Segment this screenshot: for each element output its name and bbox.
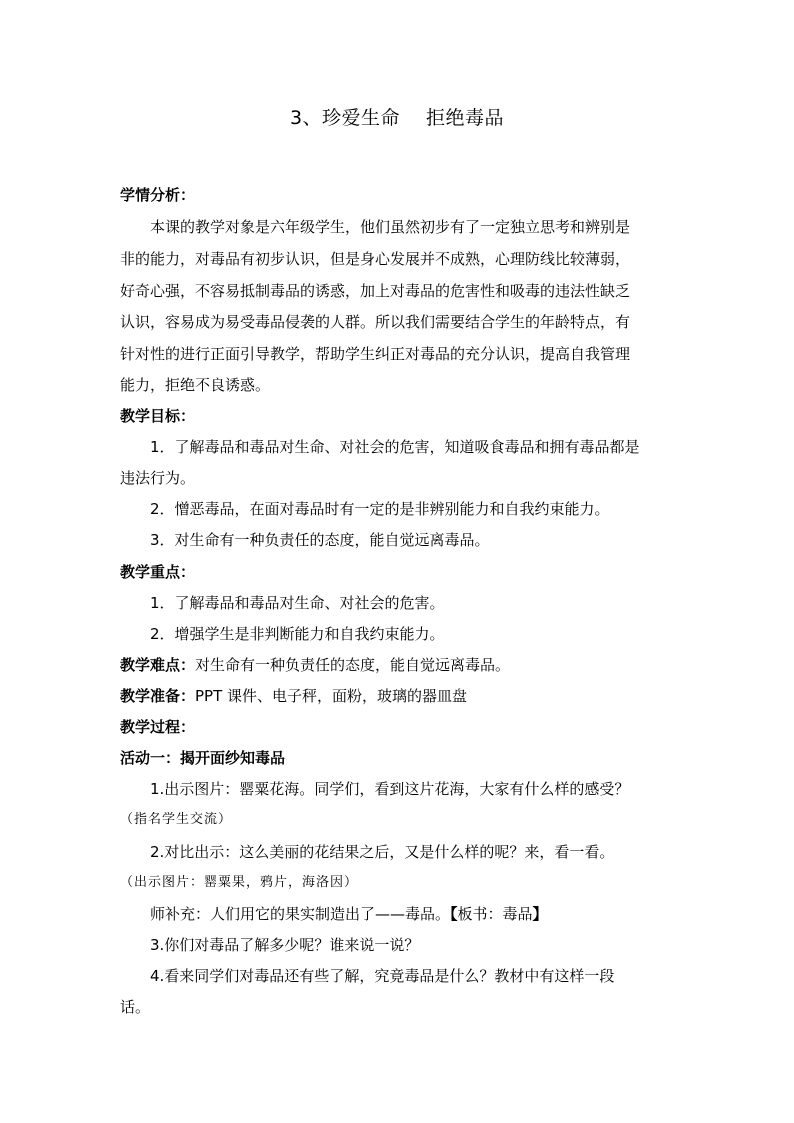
preparation-line [120, 685, 467, 707]
board-open-bracket: 【 [450, 905, 458, 923]
analysis-line-3: 好奇心强，不容易抵制毒品的诱惑，加上对毒品的危害性和吸毒的违法性缺乏 [120, 282, 631, 300]
title-part-1: 3、珍爱生命 [289, 107, 401, 129]
difficulty-label: 教学难点： [120, 656, 196, 674]
step-1: 1.出示图片：罂粟花海。同学们，看到这片花海，大家有什么样的感受？ [150, 780, 630, 798]
preparation-text: PPT 课件、电子秤，面粉，玻璃的器皿盘 [195, 687, 468, 705]
board-note: 板书：毒品 [457, 905, 533, 923]
goal-2: 2．憎恶毒品，在面对毒品时有一定的是非辨别能力和自我约束能力。 [150, 500, 610, 518]
title-part-2: 拒绝毒品 [426, 107, 505, 129]
preparation-label: 教学准备： [120, 687, 196, 705]
board-close-bracket: 】 [532, 905, 548, 923]
key-point-1: 1．了解毒品和毒品对生命、对社会的危害。 [150, 594, 445, 612]
note-2: （出示图片：罂粟果，鸦片，海洛因） [120, 875, 359, 890]
analysis-line-6: 能力，拒绝不良诱惑。 [120, 376, 271, 394]
step-4-line-2: 话。 [120, 998, 151, 1016]
step-2: 2.对比出示：这么美丽的花结果之后，又是什么样的呢？来，看一看。 [150, 843, 615, 861]
analysis-line-4: 认识，容易成为易受毒品侵袭的人群。所以我们需要结合学生的年龄特点，有 [120, 313, 631, 331]
goal-1-line-2: 违法行为。 [120, 469, 196, 487]
note-1: （指名学生交流） [120, 812, 233, 827]
page-title [0, 104, 794, 132]
goals-heading: 教学目标： [120, 407, 196, 425]
key-point-2: 2．增强学生是非判断能力和自我约束能力。 [150, 625, 445, 643]
difficulty-line [120, 654, 510, 676]
process-heading: 教学过程： [120, 718, 196, 736]
activity-1-title: 活动一：揭开面纱知毒品 [120, 749, 286, 767]
teacher-add-text: 师补充：人们用它的果实制造出了——毒品。 [150, 905, 451, 923]
teacher-add-line [150, 903, 548, 925]
analysis-line-5: 针对性的进行正面引导教学，帮助学生纠正对毒品的充分认识，提高自我管理 [120, 345, 631, 363]
difficulty-text: 对生命有一种负责任的态度，能自觉远离毒品。 [195, 656, 511, 674]
analysis-heading: 学情分析： [120, 186, 196, 204]
analysis-line-2: 非的能力，对毒品有初步认识，但是身心发展并不成熟，心理防线比较薄弱， [120, 250, 631, 268]
key-points-heading: 教学重点： [120, 563, 196, 581]
goal-1-line-1: 1．了解毒品和毒品对生命、对社会的危害，知道吸食毒品和拥有毒品都是 [150, 438, 640, 456]
analysis-line-1: 本课的教学对象是六年级学生，他们虽然初步有了一定独立思考和辨别是 [150, 218, 631, 236]
goal-3: 3．对生命有一种负责任的态度，能自觉远离毒品。 [150, 531, 490, 549]
step-4-line-1: 4.看来同学们对毒品还有些了解，究竟毒品是什么？教材中有这样一段 [150, 967, 615, 985]
step-3: 3.你们对毒品了解多少呢？谁来说一说？ [150, 936, 420, 954]
